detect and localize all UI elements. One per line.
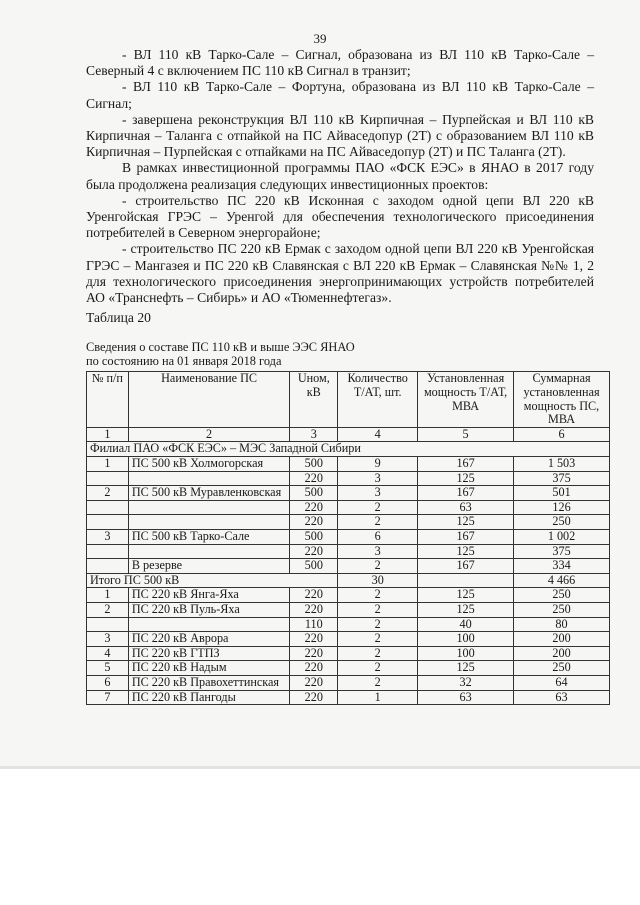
- total-count: 30: [338, 573, 418, 588]
- total-capacity: 250: [514, 515, 610, 530]
- total-capacity: 63: [514, 690, 610, 705]
- section-title: Филиал ПАО «ФСК ЕЭС» – МЭС Западной Сибири: [87, 442, 610, 457]
- total-capacity: 334: [514, 559, 610, 574]
- voltage: 220: [290, 471, 338, 486]
- column-number: 1: [87, 427, 129, 442]
- row-number: 6: [87, 675, 129, 690]
- substation-name: ПС 500 кВ Тарко-Сале: [128, 529, 290, 544]
- transformer-capacity: 167: [418, 559, 514, 574]
- page-content: [86, 47, 600, 705]
- row-number: 5: [87, 661, 129, 676]
- voltage: 220: [290, 646, 338, 661]
- scan-edge: [0, 766, 640, 769]
- row-number: [87, 544, 129, 559]
- page-number: 39: [313, 31, 327, 46]
- total-capacity: 1 503: [514, 457, 610, 472]
- table-row: [87, 515, 610, 530]
- transformer-count: 1: [338, 690, 418, 705]
- total-capacity: 126: [514, 500, 610, 515]
- substation-name: ПС 220 кВ ГТПЗ: [128, 646, 290, 661]
- row-number: [87, 515, 129, 530]
- transformer-count: 2: [338, 588, 418, 603]
- column-number: 2: [128, 427, 290, 442]
- substation-name: [128, 617, 290, 632]
- total-capacity: 200: [514, 632, 610, 647]
- table-row: [87, 544, 610, 559]
- column-number: 4: [338, 427, 418, 442]
- transformer-count: 2: [338, 515, 418, 530]
- paragraph-3: - завершена реконструкция ВЛ 110 кВ Кирпичная – Пурпейская и ВЛ 110 кВ Кирпичная – Таланга с отпайкой на ПС Айваседопур (2Т) с образованием ВЛ 110 кВ Кирпичная – Пурпейская с отпайками на ПС Айваседопур (2Т) и ПС Таланга (2Т).: [86, 111, 594, 160]
- table-row: [87, 617, 610, 632]
- substation-name: [128, 500, 290, 515]
- total-capacity: 250: [514, 602, 610, 617]
- voltage: 220: [290, 544, 338, 559]
- transformer-count: 3: [338, 544, 418, 559]
- row-number: 2: [87, 486, 129, 501]
- row-number: 7: [87, 690, 129, 705]
- voltage: 220: [290, 632, 338, 647]
- header-number: № п/п: [87, 372, 129, 427]
- transformer-count: 3: [338, 471, 418, 486]
- paragraph-6: - строительство ПС 220 кВ Ермак с заходом одной цепи ВЛ 220 кВ Уренгойская ГРЭС – Мангазея и ПС 220 кВ Славянская с ВЛ 220 кВ Ермак – Славянская №№ 1, 2 для технологического присоединения энергопринимающих устройств потребителей АО «Транснефть – Сибирь» и АО «Тюменнефтегаз».: [86, 241, 594, 306]
- paragraph-4: В рамках инвестиционной программы ПАО «ФСК ЕЭС» в ЯНАО в 2017 году была продолжена реализация следующих инвестиционных проектов:: [86, 160, 594, 192]
- paragraph-2: - ВЛ 110 кВ Тарко-Сале – Фортуна, образована из ВЛ 110 кВ Тарко-Сале – Сигнал;: [86, 79, 594, 111]
- table-reference: Таблица 20: [86, 310, 151, 326]
- paragraph-1: - ВЛ 110 кВ Тарко-Сале – Сигнал, образована из ВЛ 110 кВ Тарко-Сале – Северный 4 с включением ПС 110 кВ Сигнал в транзит;: [86, 47, 594, 79]
- transformer-count: 2: [338, 632, 418, 647]
- total-capacity: 250: [514, 661, 610, 676]
- table-row: [87, 529, 610, 544]
- row-number: [87, 559, 129, 574]
- voltage: 220: [290, 661, 338, 676]
- transformer-count: 2: [338, 500, 418, 515]
- table-row: [87, 632, 610, 647]
- transformer-count: 2: [338, 646, 418, 661]
- transformer-capacity: 125: [418, 471, 514, 486]
- transformer-count: 9: [338, 457, 418, 472]
- transformer-capacity: 100: [418, 646, 514, 661]
- column-number: 6: [514, 427, 610, 442]
- voltage: 500: [290, 559, 338, 574]
- voltage: 220: [290, 588, 338, 603]
- total-capacity: 250: [514, 588, 610, 603]
- total-empty: [418, 573, 514, 588]
- substation-name: ПС 220 кВ Правохеттинская: [128, 675, 290, 690]
- paragraph-5: - строительство ПС 220 кВ Исконная с заходом одной цепи ВЛ 220 кВ Уренгойская ГРЭС – Уренгой для обеспечения технологического присоединения потребителей в Северном энергорайоне;: [86, 192, 594, 241]
- substation-table: [86, 371, 610, 705]
- column-number-row: [87, 427, 610, 442]
- voltage: 500: [290, 486, 338, 501]
- table-row: [87, 588, 610, 603]
- transformer-count: 3: [338, 486, 418, 501]
- table-row: [87, 661, 610, 676]
- substation-name: В резерве: [128, 559, 290, 574]
- transformer-capacity: 63: [418, 500, 514, 515]
- voltage: 500: [290, 529, 338, 544]
- header-voltage: Uном, кВ: [290, 372, 338, 427]
- transformer-count: 2: [338, 602, 418, 617]
- row-number: 2: [87, 602, 129, 617]
- transformer-count: 2: [338, 617, 418, 632]
- substation-name: ПС 500 кВ Холмогорская: [128, 457, 290, 472]
- transformer-capacity: 167: [418, 457, 514, 472]
- header-total-capacity: Суммарная установленная мощность ПС, МВА: [514, 372, 610, 427]
- column-number: 3: [290, 427, 338, 442]
- row-number: 3: [87, 529, 129, 544]
- transformer-count: 2: [338, 559, 418, 574]
- transformer-capacity: 32: [418, 675, 514, 690]
- transformer-capacity: 167: [418, 486, 514, 501]
- table-row: [87, 486, 610, 501]
- substation-name: [128, 544, 290, 559]
- transformer-count: 2: [338, 661, 418, 676]
- column-number: 5: [418, 427, 514, 442]
- substation-name: ПС 220 кВ Пуль-Яха: [128, 602, 290, 617]
- row-number: 1: [87, 588, 129, 603]
- total-capacity: 501: [514, 486, 610, 501]
- total-sum: 4 466: [514, 573, 610, 588]
- total-capacity: 1 002: [514, 529, 610, 544]
- table-row: [87, 500, 610, 515]
- total-label: Итого ПС 500 кВ: [87, 573, 338, 588]
- total-capacity: 375: [514, 544, 610, 559]
- total-capacity: 375: [514, 471, 610, 486]
- table-row: [87, 690, 610, 705]
- total-capacity: 64: [514, 675, 610, 690]
- table-caption: [86, 340, 594, 368]
- transformer-count: 6: [338, 529, 418, 544]
- transformer-capacity: 125: [418, 588, 514, 603]
- transformer-capacity: 125: [418, 602, 514, 617]
- table-row: [87, 646, 610, 661]
- transformer-capacity: 125: [418, 661, 514, 676]
- transformer-capacity: 63: [418, 690, 514, 705]
- header-name: Наименование ПС: [128, 372, 290, 427]
- substation-name: ПС 220 кВ Аврора: [128, 632, 290, 647]
- row-number: 4: [87, 646, 129, 661]
- table-header-row: [87, 372, 610, 427]
- table-row: [87, 457, 610, 472]
- row-number: [87, 617, 129, 632]
- table-row: [87, 675, 610, 690]
- table-caption-line-2: по состоянию на 01 января 2018 года: [86, 354, 282, 369]
- table-row: [87, 602, 610, 617]
- row-number: [87, 500, 129, 515]
- table-row: [87, 559, 610, 574]
- total-row: [87, 573, 610, 588]
- voltage: 110: [290, 617, 338, 632]
- transformer-capacity: 100: [418, 632, 514, 647]
- substation-name: ПС 500 кВ Муравленковская: [128, 486, 290, 501]
- voltage: 220: [290, 602, 338, 617]
- substation-name: ПС 220 кВ Пангоды: [128, 690, 290, 705]
- transformer-capacity: 167: [418, 529, 514, 544]
- substation-name: ПС 220 кВ Янга-Яха: [128, 588, 290, 603]
- transformer-capacity: 125: [418, 544, 514, 559]
- substation-name: ПС 220 кВ Надым: [128, 661, 290, 676]
- row-number: 1: [87, 457, 129, 472]
- table-caption-line-1: Сведения о составе ПС 110 кВ и выше ЭЭС ЯНАО: [86, 340, 355, 355]
- substation-name: [128, 471, 290, 486]
- transformer-capacity: 40: [418, 617, 514, 632]
- header-count: Количество Т/АТ, шт.: [338, 372, 418, 427]
- row-number: [87, 471, 129, 486]
- voltage: 500: [290, 457, 338, 472]
- total-capacity: 200: [514, 646, 610, 661]
- section-row: [87, 442, 610, 457]
- voltage: 220: [290, 515, 338, 530]
- voltage: 220: [290, 500, 338, 515]
- transformer-count: 2: [338, 675, 418, 690]
- header-capacity: Установленная мощность Т/АТ, МВА: [418, 372, 514, 427]
- row-number: 3: [87, 632, 129, 647]
- table-row: [87, 471, 610, 486]
- voltage: 220: [290, 675, 338, 690]
- transformer-capacity: 125: [418, 515, 514, 530]
- total-capacity: 80: [514, 617, 610, 632]
- voltage: 220: [290, 690, 338, 705]
- substation-name: [128, 515, 290, 530]
